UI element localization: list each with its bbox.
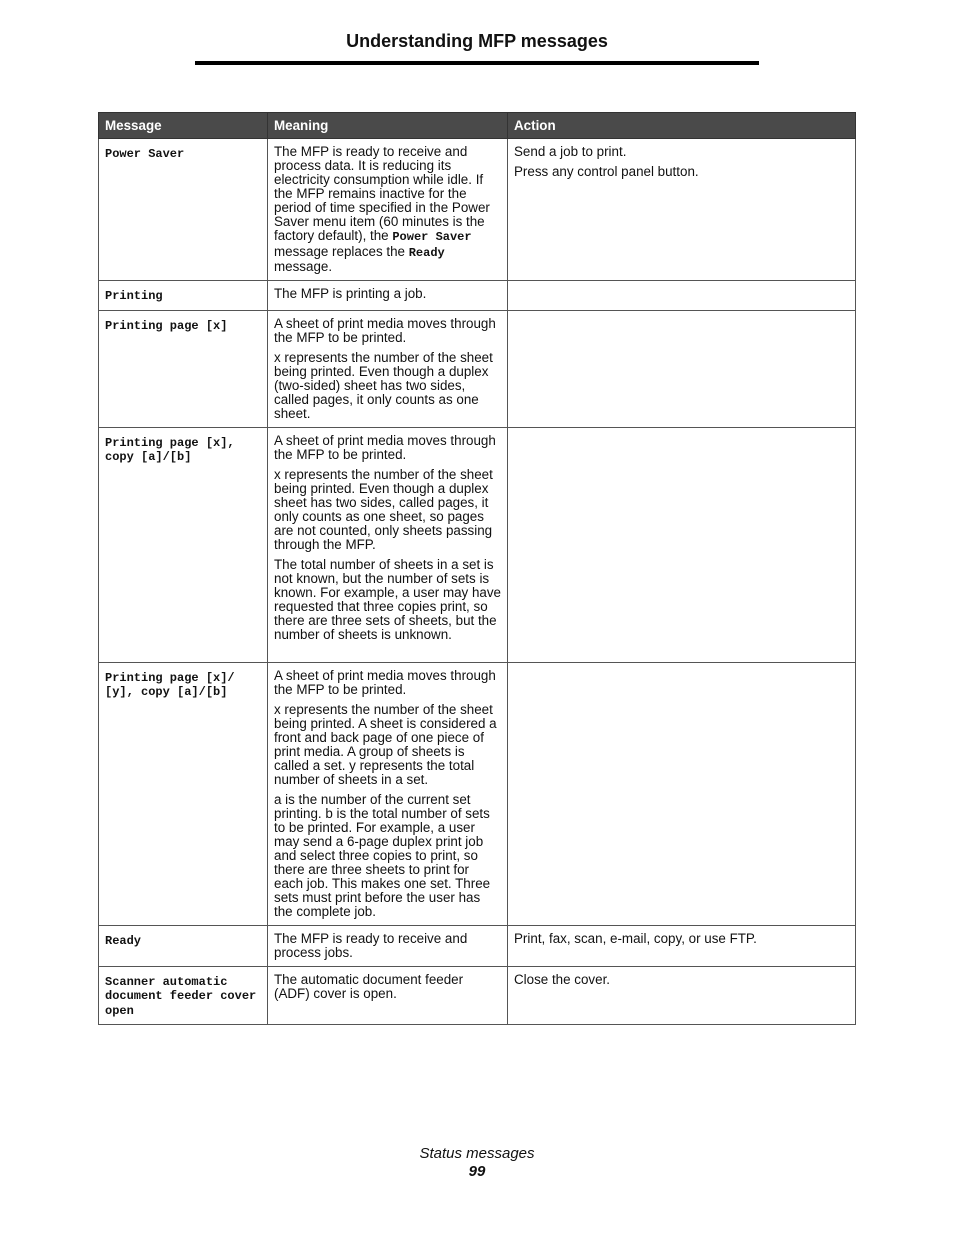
meaning-text: x represents the number of the sheet being printed. Even though a duplex (two-sided) sheet has two sides, called pages, it only counts as one sheet. — [274, 349, 493, 421]
action-cell — [508, 139, 856, 281]
table-row — [99, 139, 856, 281]
meaning-text: x represents the number of the sheet being printed. A sheet is considered a front and back page of one piece of print media. A group of sheets is called a set. y represents the total number of sheets in a set. — [274, 701, 497, 787]
table-row — [99, 966, 856, 1025]
message-cell: Printing — [99, 281, 268, 311]
meaning-text: x represents the number of the sheet being printed. Even though a duplex sheet has two sides, called pages, it only counts as one sheet, so pages are not counted, only sheets passing through the MFP. — [274, 466, 493, 552]
table-row — [99, 427, 856, 662]
table-row — [99, 925, 856, 966]
meaning-cell — [268, 966, 508, 1025]
message-cell: Power Saver — [99, 139, 268, 281]
meaning-cell — [268, 427, 508, 662]
footer-page-number: 99 — [468, 1163, 486, 1180]
meaning-text: message. — [274, 259, 333, 274]
meaning-text: A sheet of print media moves through the MFP to be printed. — [274, 315, 496, 345]
action-text: Press any control panel button. — [514, 164, 699, 179]
action-text: Close the cover. — [514, 971, 611, 987]
table-header-row — [99, 113, 856, 139]
meaning-text: The total number of sheets in a set is not known, but the number of sets is known. For example, a user may have requested that three copies print, so there are three sets of sheets, but the number of sheets is unknown. — [274, 556, 502, 642]
table-row — [99, 310, 856, 427]
header-message: Message — [99, 113, 268, 139]
meaning-code: Power Saver — [392, 230, 472, 244]
header-meaning: Meaning — [268, 113, 508, 139]
table-row — [99, 281, 856, 311]
page-title: Understanding MFP messages — [346, 31, 608, 51]
action-cell — [508, 310, 856, 427]
meaning-text: A sheet of print media moves through the MFP to be printed. — [274, 667, 496, 697]
meaning-text: a is the number of the current set printing. b is the total number of sets to be printed. For example, a user may send a 6-page duplex print job and select three copies to print, so there are three sheets to print for each job. This makes one set. Three sets must print before the user has the complete job. — [274, 791, 491, 919]
message-cell: Ready — [99, 925, 268, 966]
header-action: Action — [508, 113, 856, 139]
action-cell — [508, 966, 856, 1025]
action-text: Print, fax, scan, e-mail, copy, or use FTP. — [514, 930, 757, 946]
action-cell — [508, 427, 856, 662]
action-cell — [508, 662, 856, 925]
meaning-cell — [268, 925, 508, 966]
message-cell: Printing page [x]/ [y], copy [a]/[b] — [99, 662, 268, 925]
message-cell: Scanner automatic document feeder cover open — [99, 966, 268, 1025]
meaning-text: message replaces the — [274, 243, 409, 259]
footer-section-title: Status messages — [419, 1145, 535, 1162]
meaning-code: Ready — [408, 245, 445, 260]
messages-table — [98, 112, 856, 1025]
action-cell — [508, 925, 856, 966]
page-footer — [0, 1145, 954, 1181]
action-text: Send a job to print. — [514, 144, 627, 159]
meaning-text: The MFP is ready to receive and process jobs. — [274, 930, 468, 960]
message-cell: Printing page [x], copy [a]/[b] — [99, 427, 268, 662]
title-rule — [195, 61, 759, 65]
meaning-cell — [268, 281, 508, 311]
meaning-text: The automatic document feeder (ADF) cover is open. — [274, 971, 464, 1001]
meaning-text: The MFP is printing a job. — [274, 286, 427, 301]
table-row — [99, 662, 856, 925]
meaning-cell — [268, 139, 508, 281]
meaning-text: The MFP is ready to receive and process data. It is reducing its electricity consumption while idle. If the MFP remains inactive for the period of time specified in the Power Saver menu item (60 minutes is the factory default), the — [274, 144, 490, 243]
meaning-cell — [268, 310, 508, 427]
action-cell — [508, 281, 856, 311]
meaning-text: A sheet of print media moves through the MFP to be printed. — [274, 432, 496, 462]
meaning-cell — [268, 662, 508, 925]
message-cell: Printing page [x] — [99, 310, 268, 427]
